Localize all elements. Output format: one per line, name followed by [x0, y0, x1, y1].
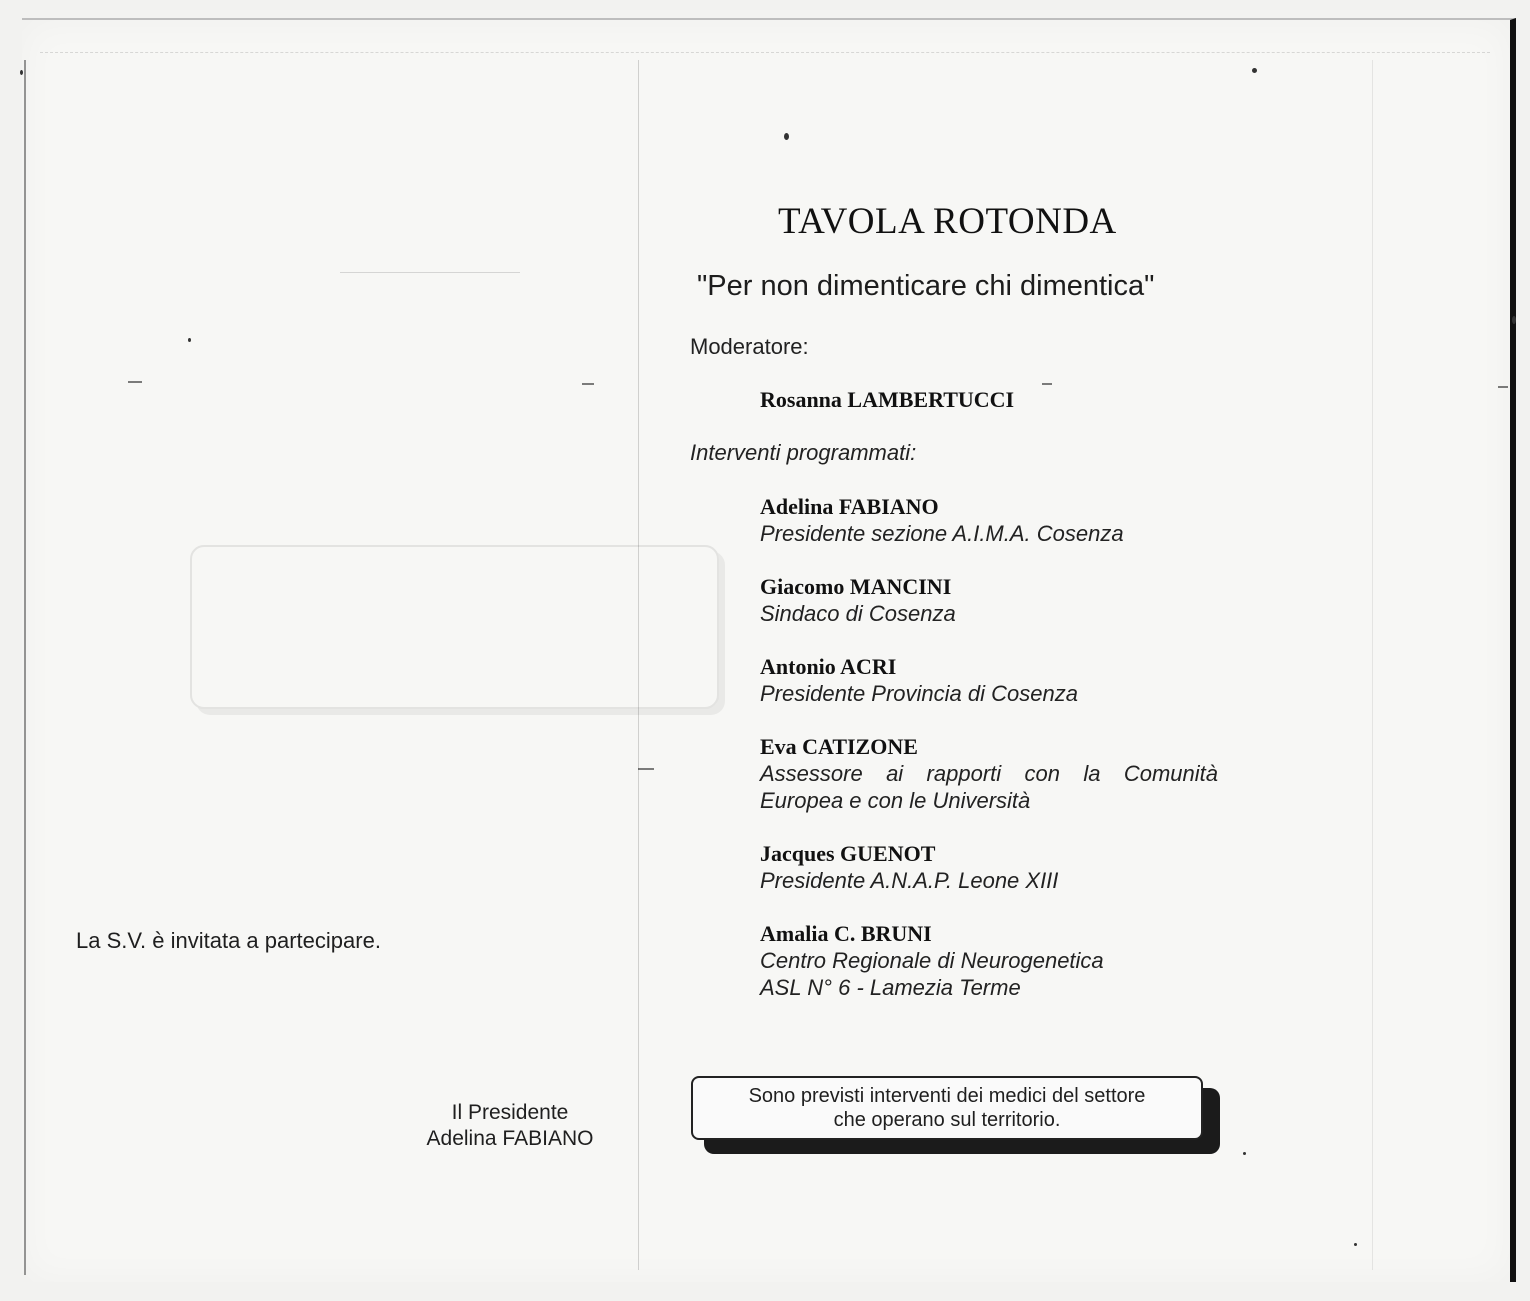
speaker-name: Giacomo MANCINI — [760, 574, 952, 599]
speaker-role: Presidente sezione A.I.M.A. Cosenza — [760, 521, 1124, 546]
speaker-role: Presidente A.N.A.P. Leone XIII — [760, 868, 1059, 893]
scan-speck — [784, 133, 789, 140]
scan-mark — [1042, 383, 1052, 385]
speaker-role-line: ASL N° 6 - Lamezia Terme — [760, 975, 1021, 1000]
fold-crease-top — [40, 52, 1490, 53]
speaker-name: Antonio ACRI — [760, 654, 897, 679]
page-left-edge — [24, 60, 26, 1275]
speaker-name: Amalia C. BRUNI — [760, 921, 932, 946]
scan-mark — [582, 383, 594, 385]
scan-speck — [20, 70, 23, 75]
scan-mark — [1498, 386, 1508, 388]
speaker-entry — [760, 920, 1230, 1001]
signature-block — [400, 1100, 620, 1152]
scan-mark — [128, 381, 142, 383]
speaker-name: Adelina FABIANO — [760, 494, 939, 519]
invitation-text: La S.V. è invitata a partecipare. — [76, 928, 381, 953]
speaker-entry — [760, 733, 1218, 814]
notice-line: che operano sul territorio. — [833, 1109, 1061, 1131]
speaker-name: Eva CATIZONE — [760, 734, 918, 759]
speaker-entry — [760, 840, 1230, 894]
scan-speck — [1354, 1243, 1357, 1246]
bleed-through-rule — [340, 272, 520, 273]
speaker-role: Assessore ai rapporti con la Comunità Europea e con le Università — [760, 761, 1218, 813]
document-title: TAVOLA ROTONDA — [778, 201, 1117, 242]
speaker-name: Jacques GUENOT — [760, 841, 936, 866]
scan-speck — [188, 338, 191, 342]
moderator — [760, 386, 1230, 413]
speaker-entry — [760, 493, 1230, 547]
signature-title: Il Presidente — [451, 1101, 569, 1124]
speaker-entry — [760, 573, 1230, 627]
moderator-name: Rosanna LAMBERTUCCI — [760, 387, 1015, 412]
signature-name: Adelina FABIANO — [426, 1127, 594, 1150]
notice-line: Sono previsti interventi dei medici del settore — [748, 1085, 1146, 1107]
speaker-entry — [760, 653, 1230, 707]
notice-box — [691, 1076, 1203, 1140]
speaker-role: Presidente Provincia di Cosenza — [760, 681, 1078, 706]
scan-mark — [638, 768, 654, 770]
scan-speck — [1512, 316, 1516, 324]
fold-crease-right — [1372, 60, 1373, 1270]
bleed-through-box — [190, 545, 719, 709]
scan-speck — [1243, 1152, 1246, 1155]
scan-speck — [1252, 68, 1257, 73]
moderator-label: Moderatore: — [690, 334, 809, 359]
speaker-role-line: Centro Regionale di Neurogenetica — [760, 948, 1104, 973]
document-subtitle: "Per non dimenticare chi dimentica" — [697, 270, 1155, 302]
speakers-label: Interventi programmati: — [690, 440, 917, 465]
speaker-role: Sindaco di Cosenza — [760, 601, 956, 626]
